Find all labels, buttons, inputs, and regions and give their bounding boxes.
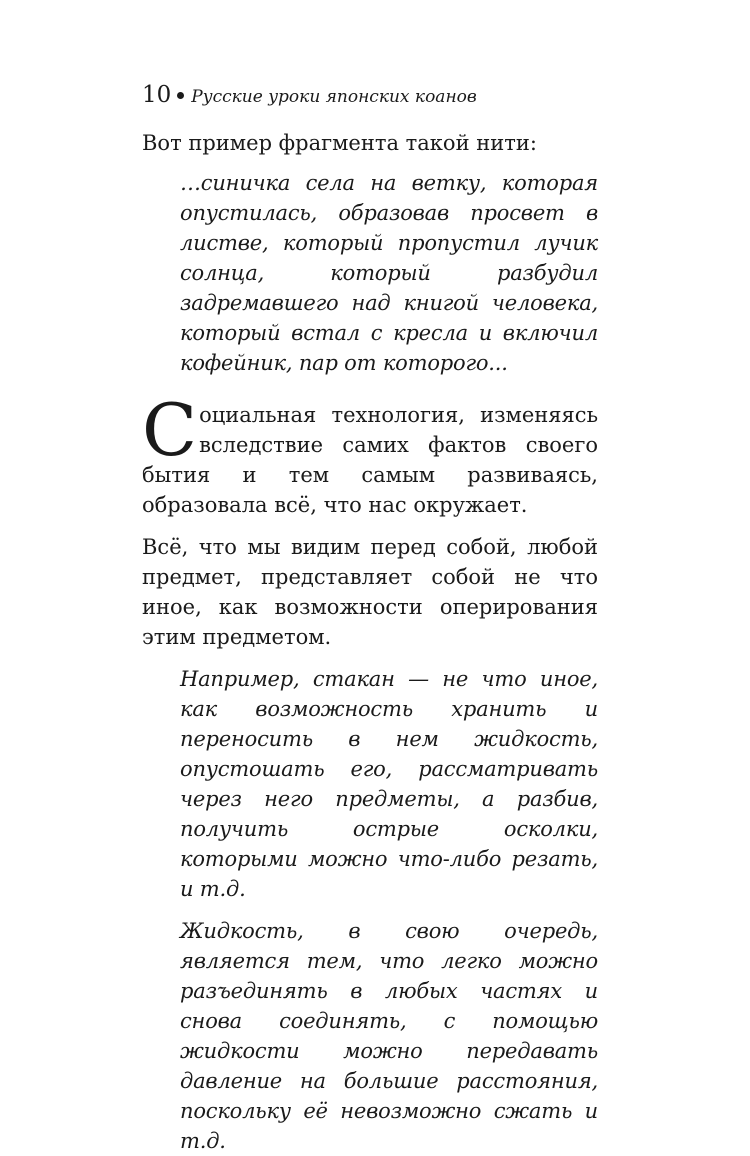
quote-liquid-example: Жидкость, в свою очередь, является тем, что легко можно разъединять в любых частях и снова соединять, с помощью жидкости можно передавать давление на большие расстояния, поскольку её невозможно сжать и т.д. [180, 919, 598, 1153]
dropcap-paragraph [142, 388, 598, 520]
body-paragraph: Всё, что мы видим перед собой, любой предмет, представляет собой не что иное, как возможности оперирования этим предметом. [142, 535, 598, 649]
bullet-separator [177, 92, 184, 99]
book-page [142, 80, 598, 1156]
quote-glass-example: Например, стакан — не что иное, как возможность хранить и переносить в нем жидкость, опустошать его, рассматривать через него предметы, а разбив, получить острые осколки, которыми можно что-либо резать, и т.д. [180, 667, 598, 901]
intro-paragraph: Вот пример фрагмента такой нити: [142, 131, 537, 155]
book-title: Русские уроки японских коанов [191, 87, 477, 107]
quote-thread-example: …синичка села на ветку, которая опустилась, образовав просвет в листве, который пропустил лучик солнца, который разбудил задремавшего над книгой человека, который встал с кресла и включил кофейник, пар от которого... [180, 171, 598, 375]
dropcap-paragraph-text: оциальная технология, изменяясь вследствие самих фактов своего бытия и тем самым развиваясь, образовала всё, что нас окружает. [142, 403, 598, 517]
drop-cap-initial: С [142, 388, 198, 472]
page-number: 10 [142, 82, 172, 108]
running-header [142, 80, 598, 112]
